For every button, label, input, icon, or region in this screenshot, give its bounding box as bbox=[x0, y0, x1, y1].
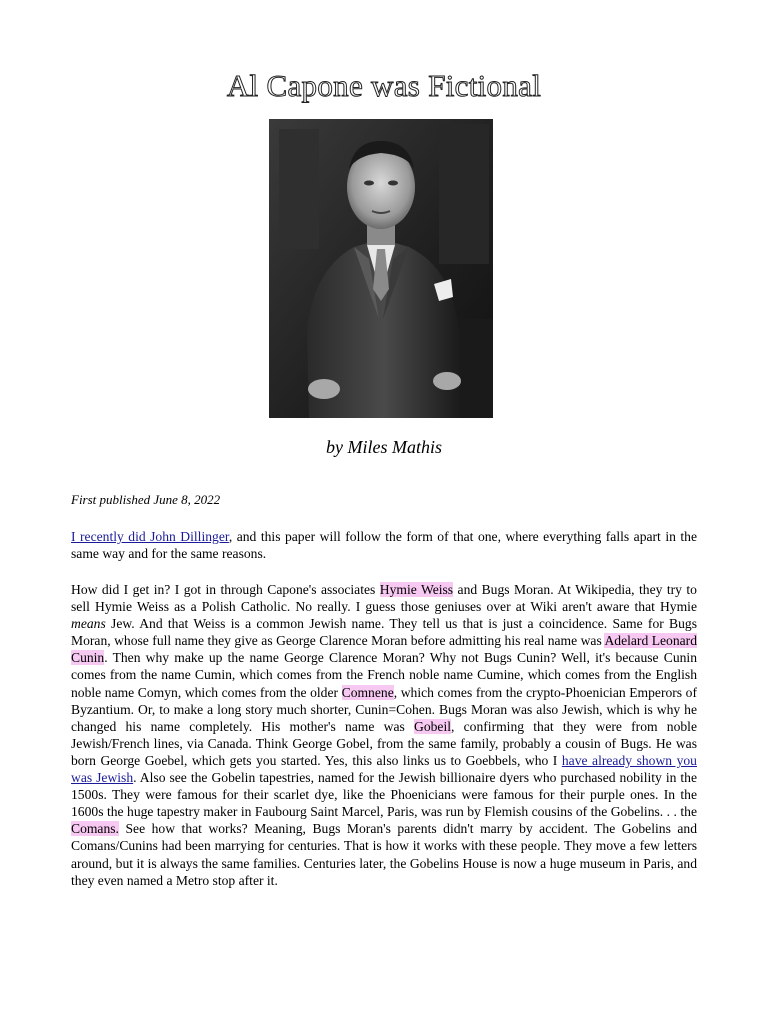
text-run: . Then why make up the name George Clarence Moran? Why not Bugs Cunin? Well, it's because Cunin comes from the name Cumin, which comes from the French noble name Cumine, which comes from the English noble name Comyn, which comes from the older bbox=[71, 650, 697, 700]
page-title: Al Capone was Fictional bbox=[226, 68, 542, 103]
highlight-comnene: Comnene bbox=[341, 684, 394, 700]
text-run: How did I get in? I got in through Capone's associates bbox=[71, 582, 380, 597]
text-run: Jew. And that Weiss is a common Jewish name. They tell us that is just a coincidence. Same for Bugs Moran, whose full name they give as George Clarence Moran before admitting his real name was bbox=[71, 616, 697, 649]
dillinger-link[interactable]: I recently did John Dillinger bbox=[71, 529, 229, 544]
text-run: , confirming that they were from noble Jewish/French lines, via Canada. Think George Gobel, from the same family, probably a cousin of Bugs. He was born George Goebel, which gets you started. Yes, this also links us to Goebbels, who I bbox=[71, 718, 697, 768]
publication-date: First published June 8, 2022 bbox=[71, 492, 221, 507]
paragraph-intro bbox=[71, 528, 697, 562]
goebbels-link[interactable]: have already shown you was Jewish bbox=[71, 752, 697, 786]
highlight-comans: Comans. bbox=[71, 821, 119, 837]
highlight-adelard-cunin: Adelard Leonard Cunin bbox=[71, 633, 697, 666]
highlight-gobeil: Gobeil bbox=[414, 718, 452, 734]
portrait-illustration bbox=[269, 119, 493, 418]
byline: by Miles Mathis bbox=[326, 437, 442, 457]
paragraph-main bbox=[71, 581, 697, 889]
text-run: , which comes from the crypto-Phoenician Emperors of Byzantium. Or, to make a long story much shorter, Cunin=Cohen. Bugs Moran was also Jewish, which is why he changed his name completely. His mother's name was bbox=[71, 684, 697, 734]
paragraph-intro-text: , and this paper will follow the form of that one, where everything falls apart in the same way and for the same reasons. bbox=[71, 529, 697, 562]
text-run: . Also see the Gobelin tapestries, named for the Jewish billionaire dyers who purchased nobility in the 1500s. They were famous for their scarlet dye, like the Phoenicians were famous for their purple ones. In the 1600s the huge tapestry maker in Faubourg Saint Marcel, Paris, was run by Flemish cousins of the Gobelins. . . the bbox=[71, 770, 698, 820]
highlight-hymie-weiss: Hymie Weiss bbox=[379, 582, 454, 597]
emphasis-means: means bbox=[71, 616, 106, 632]
text-run: See how that works? Meaning, Bugs Moran's parents didn't marry by accident. The Gobelins and Comans/Cunins had been marrying for centuries. That is how it works with these people. They move a few letters around, but it is always the same families. Centuries later, the Gobelins House is now a huge museum in Paris, and they even named a Metro stop after it. bbox=[71, 821, 697, 888]
portrait-photo bbox=[269, 119, 493, 418]
text-run: and Bugs Moran. At Wikipedia, they try to sell Hymie Weiss as a Polish Catholic. No really. I guess those geniuses over at Wiki aren't aware that Hymie bbox=[71, 582, 697, 615]
